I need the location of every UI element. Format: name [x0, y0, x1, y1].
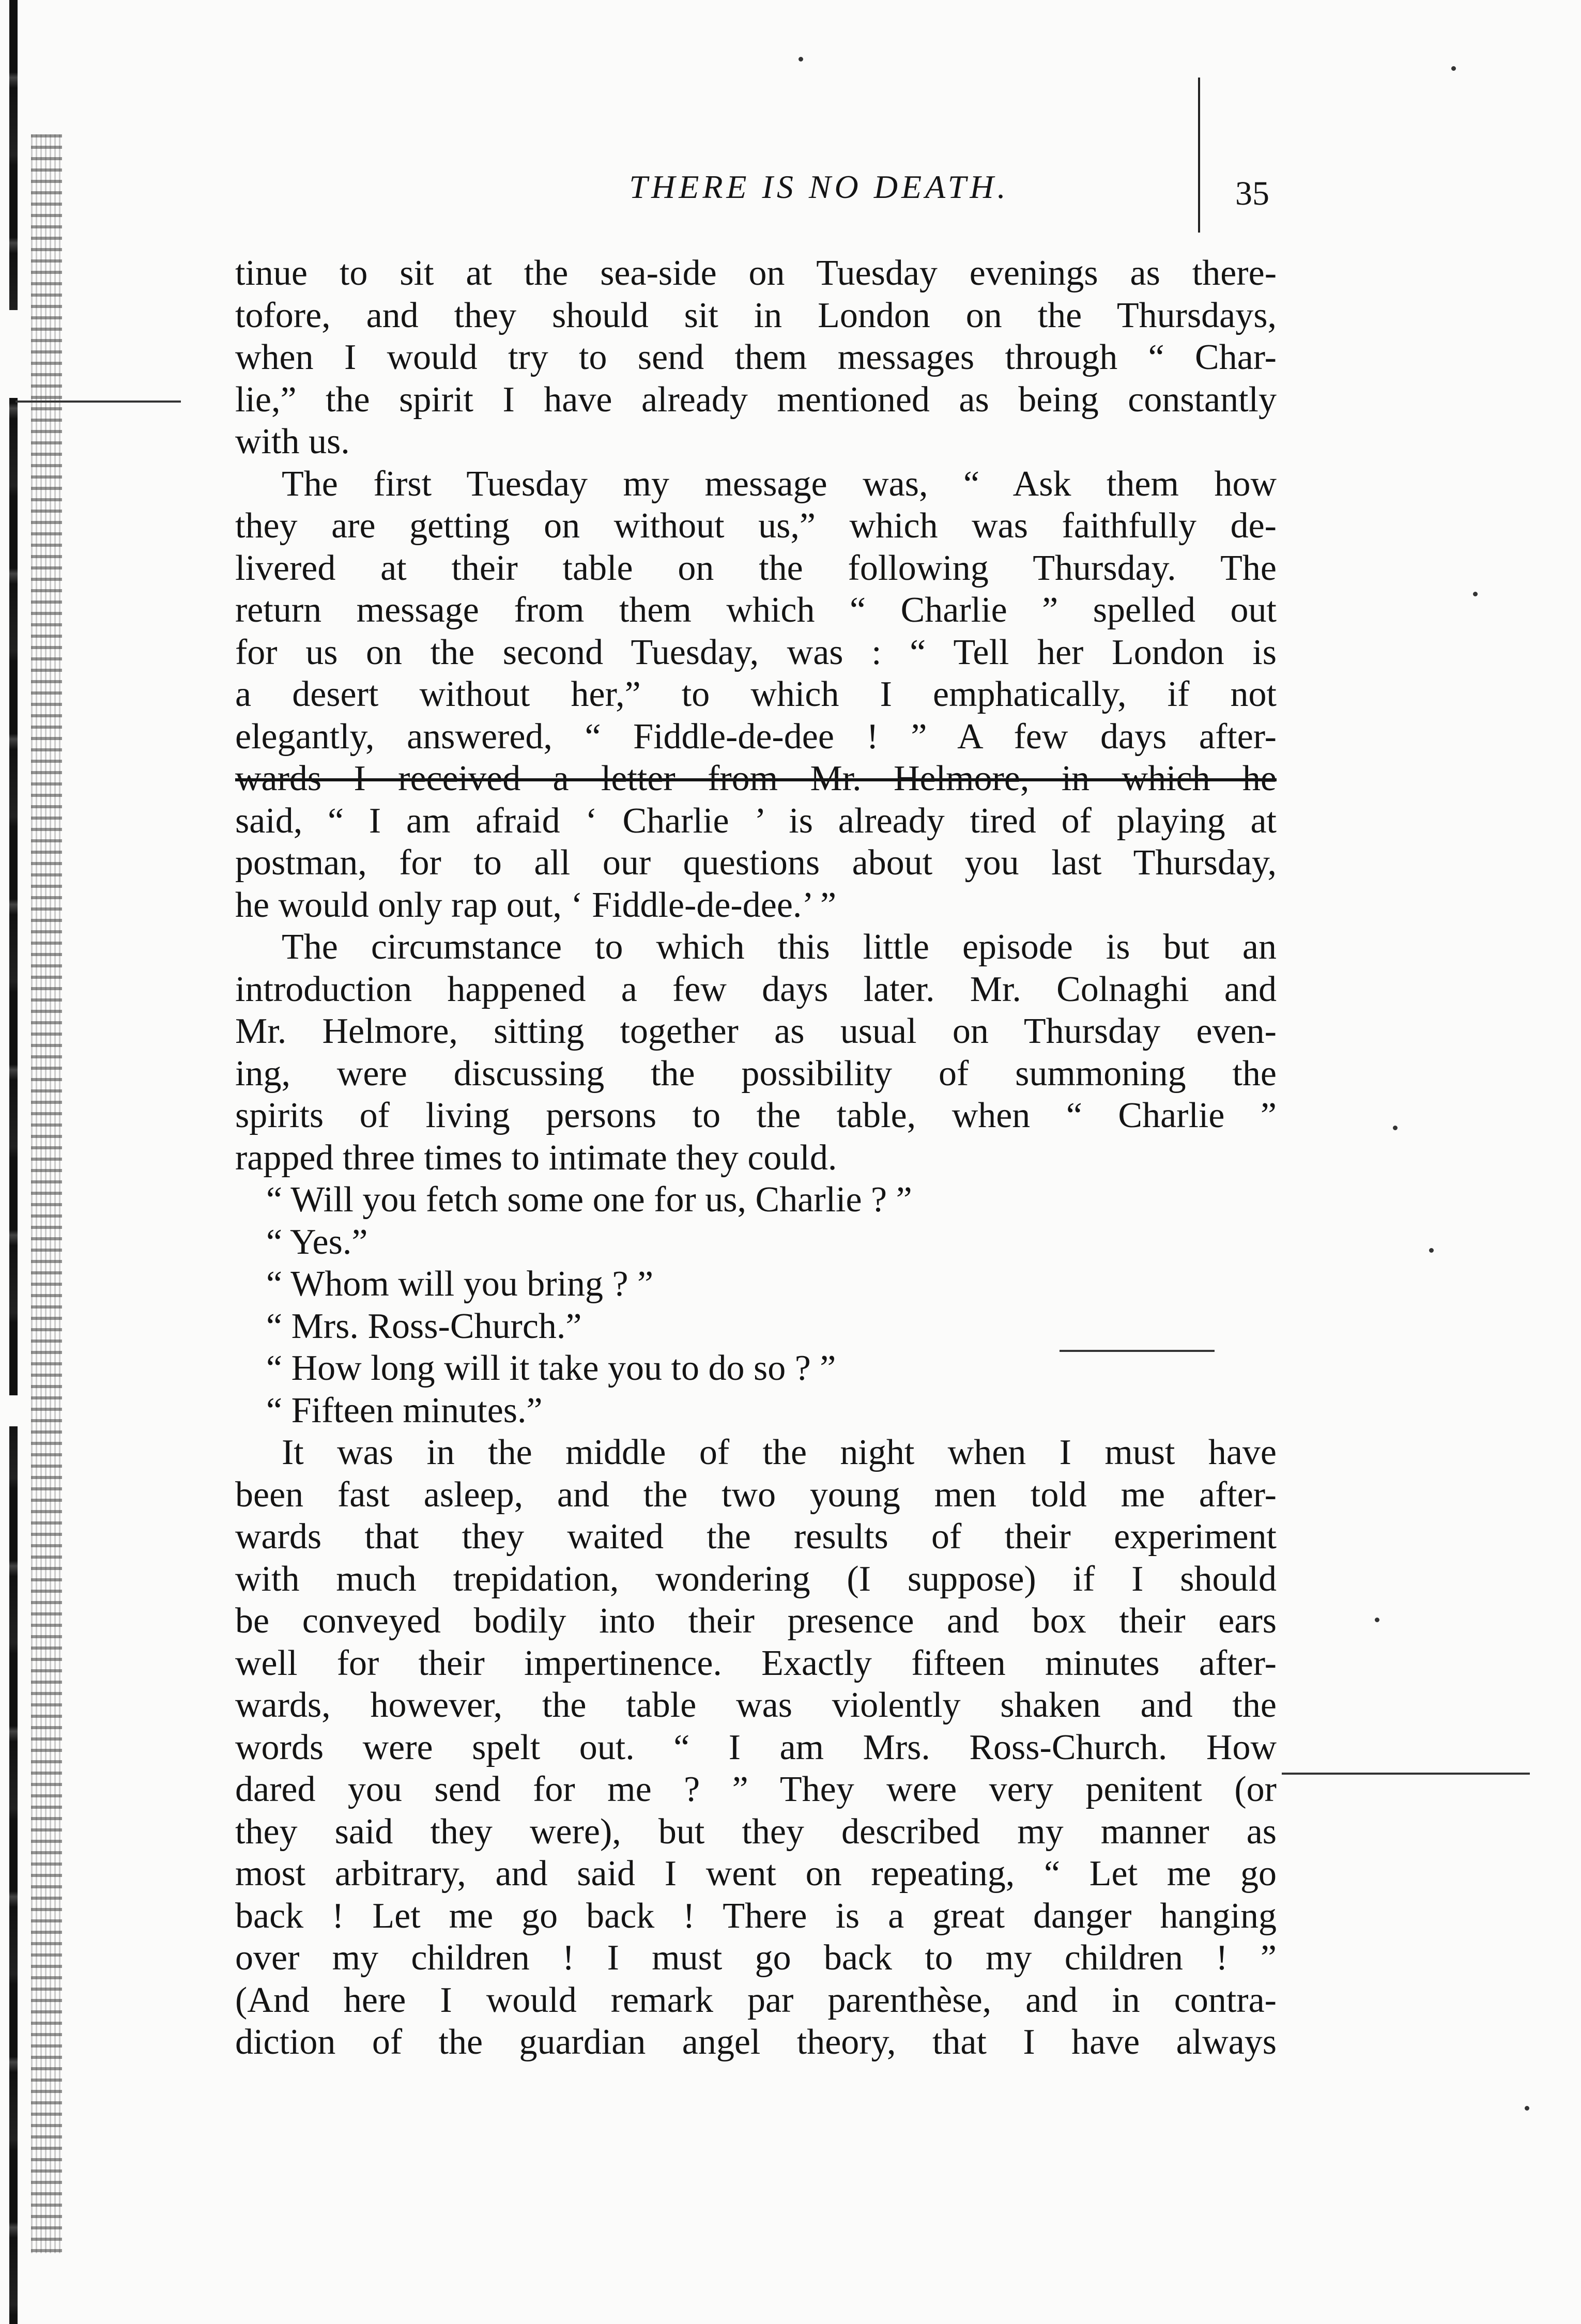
text-line: ing, were discussing the possibility of summoning the: [235, 1053, 1277, 1094]
text-line: well for their impertinence. Exactly fifteen minutes after-: [235, 1643, 1277, 1683]
text-line: with us.: [235, 422, 350, 461]
text-line: return message from them which “ Charlie ” spelled out: [235, 590, 1277, 630]
text-line: diction of the guardian angel theory, that I have always: [235, 2022, 1277, 2062]
text-line: a desert without her,” to which I emphatically, if not: [235, 674, 1277, 714]
stray-dot: [1429, 1248, 1434, 1253]
text-line: The first Tuesday my message was, “ Ask them how: [282, 464, 1277, 504]
binding-speckle: [31, 134, 62, 2253]
text-line: rapped three times to intimate they could.: [235, 1137, 837, 1178]
body-text: [235, 252, 1277, 2064]
dialog-line: “ How long will it take you to do so ? ”: [266, 1348, 836, 1388]
dialog-line: “ Will you fetch some one for us, Charlie ? ”: [266, 1180, 912, 1220]
dialog-line: “ Mrs. Ross-Church.”: [266, 1306, 582, 1346]
text-line: wards, however, the table was violently shaken and the: [235, 1685, 1277, 1725]
text-line: Mr. Helmore, sitting together as usual on Thursday even-: [235, 1011, 1277, 1051]
text-line: spirits of living persons to the table, when “ Charlie ”: [235, 1096, 1277, 1135]
dialog-line: “ Yes.”: [266, 1222, 368, 1262]
text-line: tofore, and they should sit in London on the Thursdays,: [235, 295, 1277, 335]
text-line: over my children ! I must go back to my children ! ”: [235, 1938, 1277, 1978]
binding-gap: [6, 310, 22, 398]
text-line: he would only rap out, ‘ Fiddle-de-dee.’ ”: [235, 885, 837, 925]
text-line: postman, for to all our questions about you last Thursday,: [235, 843, 1277, 883]
dialog-line: “ Whom will you bring ? ”: [266, 1264, 654, 1304]
text-line: lie,” the spirit I have already mentioned as being constantly: [235, 379, 1277, 420]
running-head: THERE IS NO DEATH.: [629, 168, 1009, 205]
binding-gutter: [0, 0, 78, 2324]
stray-rule-mark: [16, 401, 181, 403]
text-line: dared you send for me ? ” They were very penitent (or: [235, 1769, 1277, 1809]
stray-dot: [1473, 592, 1478, 596]
text-line: they are getting on without us,” which was faithfully de-: [235, 506, 1277, 546]
stray-dot: [1393, 1126, 1398, 1130]
text-line: introduction happened a few days later. Mr. Colnaghi and: [235, 969, 1277, 1009]
stray-dot: [1525, 2106, 1529, 2111]
text-line: when I would try to send them messages through “ Char-: [235, 337, 1277, 377]
text-line: words were spelt out. “ I am Mrs. Ross-Church. How: [235, 1727, 1277, 1767]
margin-rule: [1198, 78, 1200, 233]
text-line: with much trepidation, wondering (I suppose) if I should: [235, 1559, 1277, 1599]
dialog-line: “ Fifteen minutes.”: [266, 1390, 543, 1430]
text-line: livered at their table on the following Thursday. The: [235, 548, 1277, 588]
text-line: It was in the middle of the night when I must have: [282, 1433, 1277, 1472]
text-line: (And here I would remark par parenthèse, and in contra-: [235, 1980, 1277, 2020]
stray-dot: [1375, 1618, 1379, 1622]
text-line: wards that they waited the results of their experiment: [235, 1517, 1277, 1557]
stray-rule-mark: [1060, 1350, 1215, 1352]
text-line: been fast asleep, and the two young men told me after-: [235, 1474, 1277, 1515]
binding-gap: [6, 1395, 22, 1426]
stray-rule-mark: [1282, 1773, 1530, 1775]
text-line: for us on the second Tuesday, was : “ Tell her London is: [235, 632, 1277, 672]
text-line: back ! Let me go back ! There is a great danger hanging: [235, 1896, 1277, 1936]
text-line: be conveyed bodily into their presence and box their ears: [235, 1601, 1277, 1641]
text-line: most arbitrary, and said I went on repeating, “ Let me go: [235, 1854, 1277, 1894]
text-line: elegantly, answered, “ Fiddle-de-dee ! ” A few days after-: [235, 716, 1277, 757]
text-line: said, “ I am afraid ‘ Charlie ’ is already tired of playing at: [235, 801, 1277, 841]
text-line: they said they were), but they described my manner as: [235, 1811, 1277, 1852]
stray-dot: [799, 57, 803, 61]
page-number: 35: [1235, 175, 1269, 212]
text-line: The circumstance to which this little episode is but an: [282, 927, 1277, 967]
text-line: tinue to sit at the sea-side on Tuesday evenings as there-: [235, 253, 1277, 293]
struck-text-line: wards I received a letter from Mr. Helmore, in which he: [235, 759, 1277, 798]
stray-dot: [1451, 66, 1456, 71]
